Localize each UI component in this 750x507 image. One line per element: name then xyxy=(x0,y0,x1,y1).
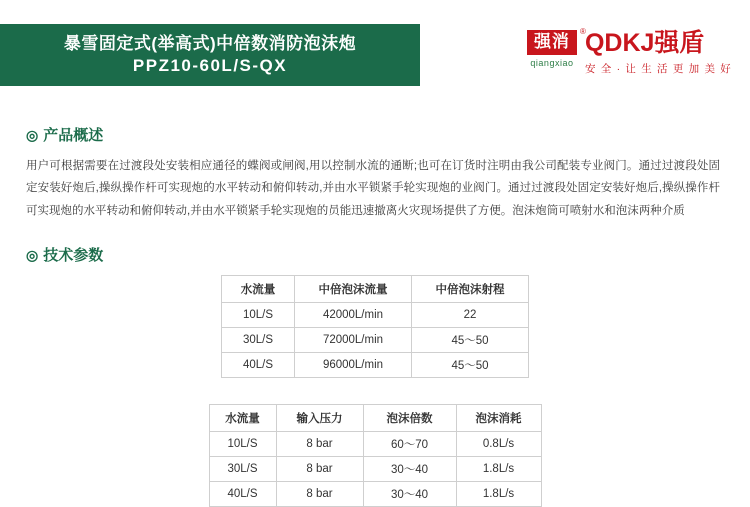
table-row xyxy=(209,432,541,457)
section-product-overview xyxy=(0,124,750,222)
table2-wrapper xyxy=(0,404,750,507)
table-header-row xyxy=(209,405,541,432)
table-row xyxy=(222,353,529,378)
table2-cell: 8 bar xyxy=(276,432,363,457)
diamond-bullet-icon: ◎ xyxy=(26,246,39,263)
table1-col-header: 中倍泡沫流量 xyxy=(295,276,412,303)
table2-cell: 10L/S xyxy=(209,432,276,457)
table1-cell: 10L/S xyxy=(222,303,295,328)
table1-cell: 40L/S xyxy=(222,353,295,378)
table1-cell: 30L/S xyxy=(222,328,295,353)
brand-badge-text: 强消 xyxy=(527,30,577,55)
table-row xyxy=(209,482,541,507)
table2-cell: 1.8L/s xyxy=(456,457,541,482)
brand-wordmark: QDKJ强盾 xyxy=(584,29,705,57)
table1-col-header: 中倍泡沫射程 xyxy=(412,276,529,303)
table2-col-header: 输入压力 xyxy=(276,405,363,432)
table1-col-header: 水流量 xyxy=(222,276,295,303)
table2-cell: 8 bar xyxy=(276,482,363,507)
section-technical-parameters xyxy=(0,244,750,507)
table1-cell: 45～50 xyxy=(412,353,529,378)
overview-heading-label: 产品概述 xyxy=(43,127,104,144)
table2-cell: 60～70 xyxy=(363,432,456,457)
table2-col-header: 水流量 xyxy=(209,405,276,432)
brand-logo xyxy=(527,27,732,76)
page-header xyxy=(0,0,750,108)
table2-cell: 30～40 xyxy=(363,457,456,482)
table1-cell: 45～50 xyxy=(412,328,529,353)
product-model-code: PPZ10-60L/S-QX xyxy=(132,55,288,75)
table1-cell: 72000L/min xyxy=(295,328,412,353)
table2-cell: 1.8L/s xyxy=(456,482,541,507)
registered-trademark-icon: ® xyxy=(580,27,586,36)
table2-col-header: 泡沫消耗 xyxy=(456,405,541,432)
table1-cell: 96000L/min xyxy=(295,353,412,378)
table-row xyxy=(222,303,529,328)
foam-flow-table xyxy=(221,275,529,378)
table-header-row xyxy=(222,276,529,303)
table2-cell: 8 bar xyxy=(276,457,363,482)
table2-cell: 40L/S xyxy=(209,482,276,507)
brand-badge-group xyxy=(527,27,586,68)
product-title-chinese: 暴雪固定式(举高式)中倍数消防泡沫炮 xyxy=(63,34,357,54)
diamond-bullet-icon: ◎ xyxy=(26,126,39,143)
brand-wordmark-group xyxy=(585,30,732,76)
overview-body-text: 用户可根据需要在过渡段处安装相应通径的蝶阀或闸阀,用以控制水流的通断;也可在订货时注明由我公司配装专业阀门。通过过渡段处固定安装好炮后,操纵操作杆可实现炮的水平转动和俯仰转动,并由水平锁紧手轮实现炮的业阀门。通过过渡段处固定安装好炮后,操纵操作杆可实现炮的水平转动和俯仰转动,并由水平锁紧手轮实现炮的员能迅速撤离火灾现场提供了方便。泡沫炮筒可喷射水和泡沫两种介质 xyxy=(26,160,720,217)
table2-cell: 30L/S xyxy=(209,457,276,482)
foam-expansion-table xyxy=(209,404,542,507)
table2-col-header: 泡沫倍数 xyxy=(363,405,456,432)
specs-heading xyxy=(26,244,750,265)
table1-cell: 22 xyxy=(412,303,529,328)
table-row xyxy=(209,457,541,482)
specs-heading-label: 技术参数 xyxy=(43,247,104,265)
product-title-banner xyxy=(0,24,420,86)
table2-cell: 30～40 xyxy=(363,482,456,507)
overview-heading xyxy=(26,124,750,145)
brand-pinyin: qiangxiao xyxy=(530,57,574,68)
table2-cell: 0.8L/s xyxy=(456,432,541,457)
table-row xyxy=(222,328,529,353)
brand-slogan: 安 全 · 让 生 活 更 加 美 好 xyxy=(584,63,732,76)
table1-cell: 42000L/min xyxy=(295,303,412,328)
table1-wrapper xyxy=(0,275,750,378)
